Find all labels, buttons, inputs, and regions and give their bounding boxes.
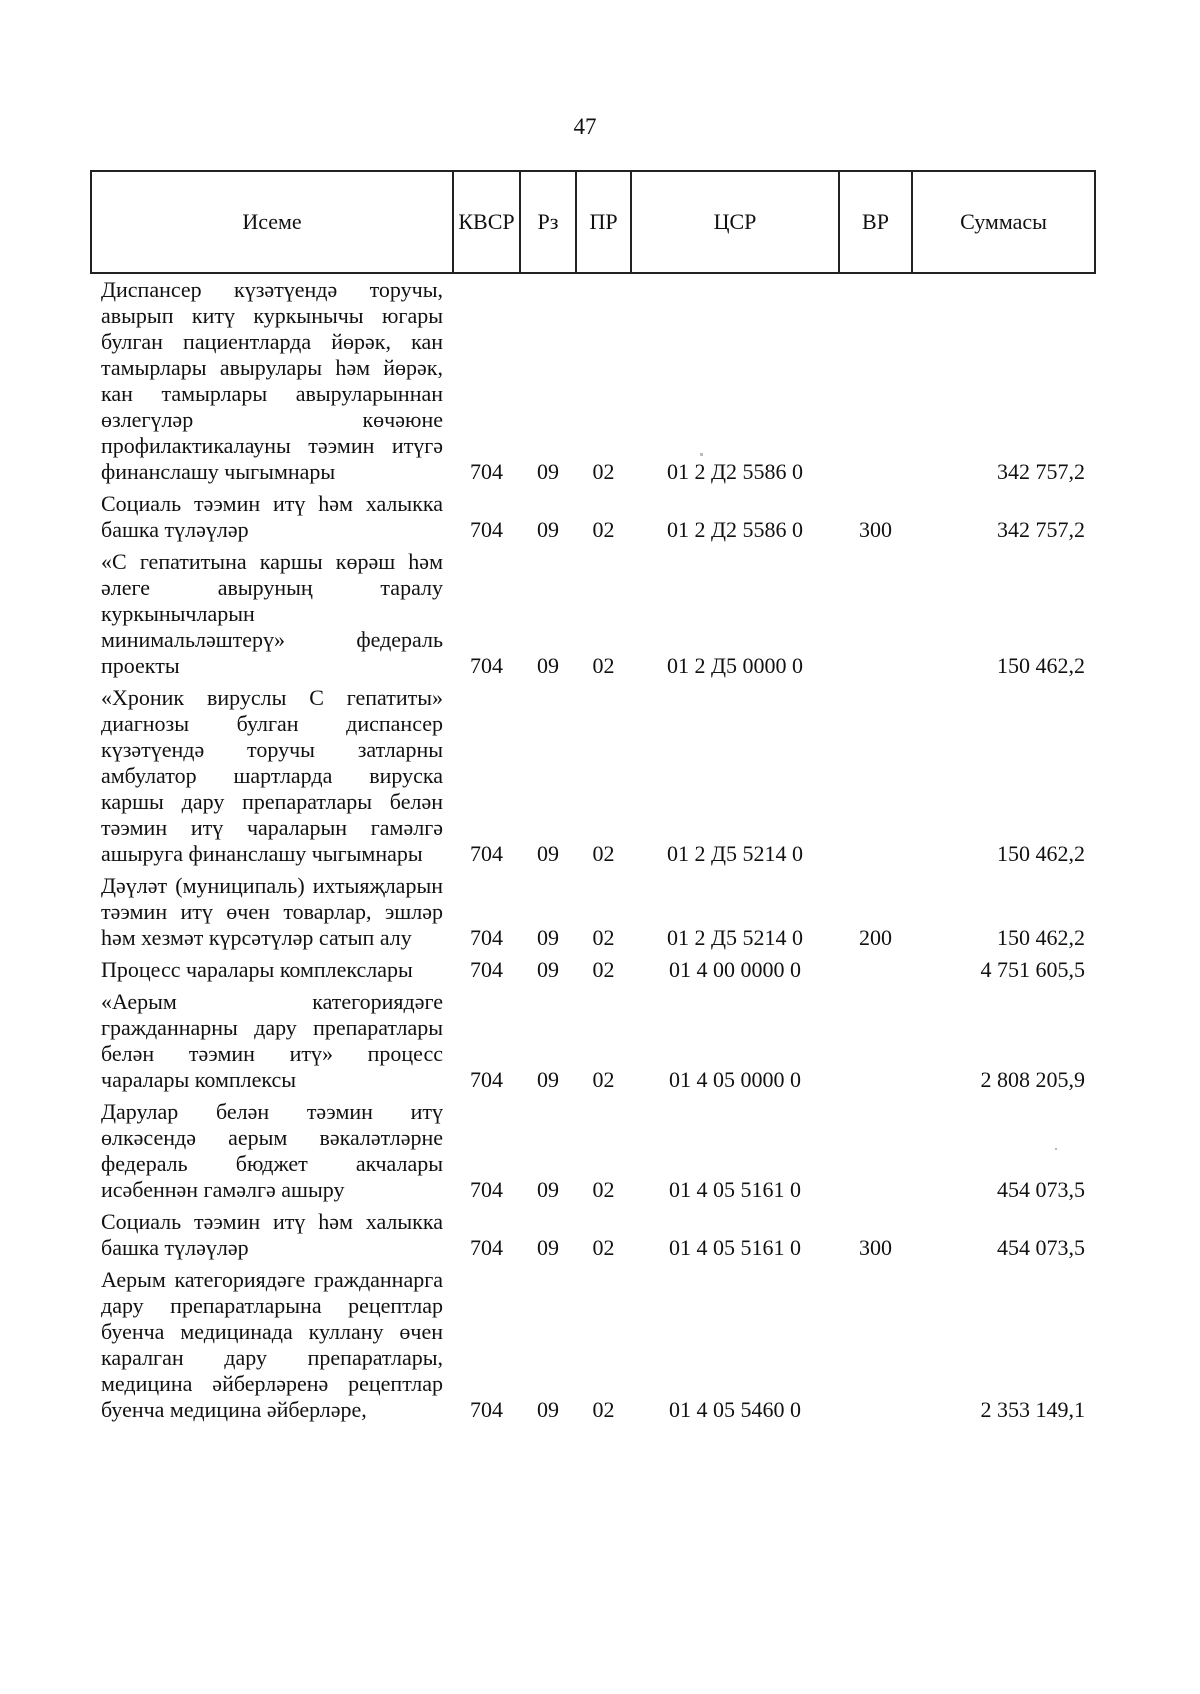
header-sum: Суммасы [912,171,1095,273]
row-vr [839,273,912,488]
table-row [91,870,1095,954]
row-csr: 01 2 Д2 5586 0 [666,517,803,542]
table-row [91,1096,1095,1206]
row-kvsr: 704 [470,1067,503,1092]
table-body [91,273,1095,1426]
header-vr: ВР [839,171,912,273]
row-csr: 01 2 Д5 5214 0 [666,925,803,950]
row-sum: 454 073,5 [997,1177,1085,1202]
row-csr: 01 4 05 5161 0 [669,1235,801,1260]
row-sum: 342 757,2 [997,459,1085,484]
page-number: 47 [573,114,597,139]
header-name: Исеме [91,171,453,273]
row-name: «С гепатитына каршы көрәш һәм әлеге авыруның таралу куркынычларын минимальләштерү» федераль проекты [101,549,443,678]
table-row [91,682,1095,870]
row-sum: 150 462,2 [997,925,1085,950]
row-csr: 01 2 Д5 0000 0 [666,653,803,678]
row-name: Социаль тәэмин итү һәм халыкка башка түләүләр [101,491,443,542]
row-vr: 200 [859,925,892,950]
row-pr: 02 [592,1177,615,1202]
row-csr: 01 4 05 5161 0 [669,1177,801,1202]
row-kvsr: 704 [470,1177,503,1202]
row-rz: 09 [537,957,559,982]
row-rz: 09 [537,925,559,950]
row-pr: 02 [592,1067,615,1092]
row-vr [839,986,912,1096]
row-sum: 150 462,2 [997,653,1085,678]
row-rz: 09 [537,517,559,542]
header-rz: Рз [520,171,576,273]
row-vr [839,954,912,986]
scan-speck [1055,1148,1057,1150]
row-vr [839,682,912,870]
row-pr: 02 [592,1397,615,1422]
row-pr: 02 [592,459,615,484]
row-csr: 01 4 05 0000 0 [669,1067,801,1092]
row-rz: 09 [537,459,559,484]
row-vr [839,1096,912,1206]
row-sum: 2 808 205,9 [980,1067,1085,1092]
row-pr: 02 [592,1235,615,1260]
table-row [91,273,1095,488]
row-pr: 02 [592,957,615,982]
row-pr: 02 [592,653,615,678]
table-row [91,954,1095,986]
row-sum: 454 073,5 [997,1235,1085,1260]
row-kvsr: 704 [470,1235,503,1260]
row-rz: 09 [537,653,559,678]
row-rz: 09 [537,1397,559,1422]
row-name: Дарулар белән тәэмин итү өлкәсендә аерым вәкаләтләрне федераль бюджет акчалары исәбеннән гамәлгә ашыру [101,1099,443,1202]
row-name: Аерым категориядәге гражданнарга дару препаратларына рецептлар буенча медицинада куллану өчен каралган дару препаратлары, медицина әйберләренә рецептлар буенча медицина әйберләре, [101,1267,443,1422]
row-kvsr: 704 [470,925,503,950]
row-vr [839,546,912,682]
row-rz: 09 [537,1067,559,1092]
row-kvsr: 704 [470,459,503,484]
table-row [91,1264,1095,1426]
row-sum: 4 751 605,5 [980,957,1085,982]
row-sum: 2 353 149,1 [980,1397,1085,1422]
row-csr: 01 2 Д5 5214 0 [666,841,803,866]
row-name: «Аерым категориядәге гражданнарны дару препаратлары белән тәэмин итү» процесс чаралары комплексы [101,989,443,1092]
row-name: Процесс чаралары комплекслары [101,957,413,982]
row-rz: 09 [537,1177,559,1202]
row-csr: 01 4 05 5460 0 [669,1397,801,1422]
row-sum: 342 757,2 [997,517,1085,542]
row-kvsr: 704 [470,841,503,866]
row-name: Дәүләт (муниципаль) ихтыяҗларын тәэмин итү өчен товарлар, эшләр һәм хезмәт күрсәтүләр сатып алу [101,873,443,950]
row-name: «Хроник вируслы С гепатиты» диагнозы булган диспансер күзәтүендә торучы затларны амбулатор шартларда вируска каршы дару препаратлары белән тәэмин итү чараларын гамәлгә ашыруга финанслашу чыгымнары [101,685,443,866]
row-kvsr: 704 [470,653,503,678]
budget-table [90,170,1096,1426]
row-pr: 02 [592,517,615,542]
row-kvsr: 704 [470,957,503,982]
header-kvsr: КВСР [453,171,520,273]
table-row [91,488,1095,546]
row-vr: 300 [859,1235,892,1260]
row-vr: 300 [859,517,892,542]
row-rz: 09 [537,841,559,866]
row-vr [839,1264,912,1426]
table-row [91,1206,1095,1264]
row-pr: 02 [592,925,615,950]
table-row [91,546,1095,682]
row-name: Социаль тәэмин итү һәм халыкка башка түләүләр [101,1209,443,1260]
table-header [91,171,1095,273]
row-kvsr: 704 [470,1397,503,1422]
row-pr: 02 [592,841,615,866]
row-csr: 01 4 00 0000 0 [669,957,801,982]
row-sum: 150 462,2 [997,841,1085,866]
header-csr: ЦСР [631,171,839,273]
row-kvsr: 704 [470,517,503,542]
row-csr: 01 2 Д2 5586 0 [666,459,803,484]
header-pr: ПР [576,171,631,273]
table-row [91,986,1095,1096]
scan-speck [700,453,703,456]
row-name: Диспансер күзәтүендә торучы, авырып китү куркынычы югары булган пациентларда йөрәк, кан тамырлары авырулары һәм йөрәк, кан тамырлары авыруларыннан өзлегүләр көчәюне профилактикалауны тәэмин итүгә финанслашу чыгымнары [101,277,443,484]
row-rz: 09 [537,1235,559,1260]
